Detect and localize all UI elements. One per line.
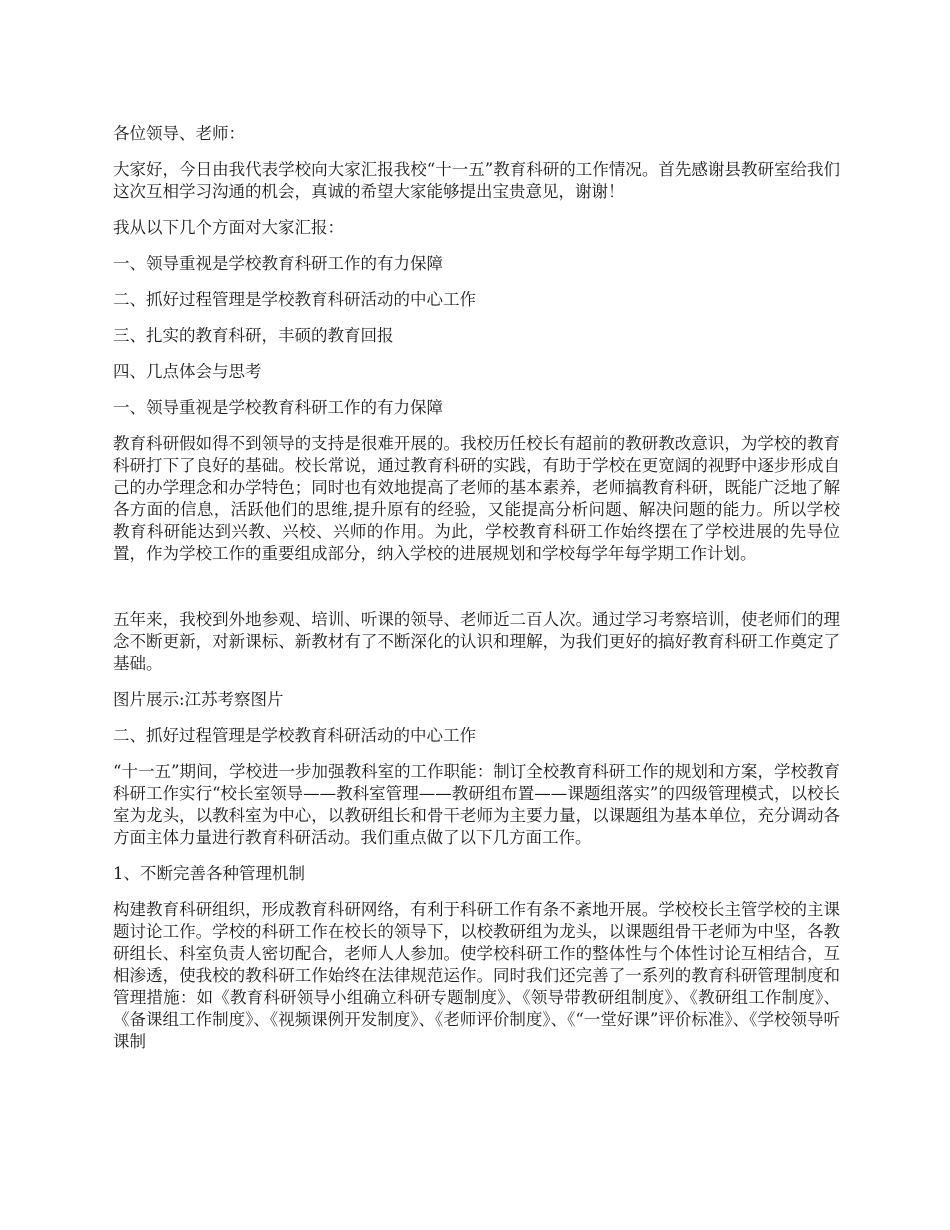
spacer [113,579,840,609]
section-2-body: “十一五”期间，学校进一步加强教科室的工作职能：制订全校教育科研工作的规划和方案，学校教育科研工作实行“校长室领导——教科室管理——教研组布置——课题组落实”的四级管理模式，以校长室为龙头，以教科室为中心，以教研组长和骨干老师为主要力量，以课题组为基本单位，充分调动各方面主体力量进行教育科研活动。我们重点做了以下几方面工作。 [113,762,840,847]
section-1-body: 教育科研假如得不到领导的支持是很难开展的。我校历任校长有超前的教研教改意识，为学校的教育科研打下了良好的基础。校长常说，通过教育科研的实践，有助于学校在更宽阔的视野中逐步形成自己的办学理念和办学特色；同时也有效地提高了老师的基本素养，老师搞教育科研，既能广泛地了解各方面的信息，活跃他们的思维,提升原有的经验，又能提高分析问题、解决问题的能力。所以学校教育科研能达到兴教、兴校、兴师的作用。为此，学校教育科研工作始终摆在了学校进展的先导位置，作为学校工作的重要组成部分，纳入学校的进展规划和学校每学年每学期工作计划。 [113,434,840,563]
outline-item-1: 一、领导重视是学校教育科研工作的有力保障 [113,254,443,273]
intro-paragraph: 大家好，今日由我代表学校向大家汇报我校“十一五”教育科研的工作情况。首先感谢县教研室给我们这次互相学习沟通的机会，真诚的希望大家能够提出宝贵意见，谢谢！ [113,160,840,201]
salutation: 各位领导、老师： [113,124,245,143]
training-paragraph: 五年来，我校到外地参观、培训、听课的领导、老师近二百人次。通过学习考察培训，使老师们的理念不断更新，对新课标、新教材有了不断深化的认识和理解，为我们更好的搞好教育科研工作奠定了基础。 [113,610,840,673]
subsection-1-body: 构建教育科研组织，形成教育科研网络，有利于科研工作有条不紊地开展。学校校长主管学校的主课题讨论工作。学校的科研工作在校长的领导下，以校教研组为龙头，以课题组骨干老师为中坚，各教研组长、科室负责人密切配合，老师人人参加。使学校科研工作的整体性与个体性讨论互相结合，互相渗透，使我校的教科研工作始终在法律规范运作。同时我们还完善了一系列的教育科研管理制度和管理措施：如《教育科研领导小组确立科研专题制度》、《领导带教研组制度》、《教研组工作制度》、《备课组工作制度》、《视频课例开发制度》、《老师评价制度》、《“一堂好课”评价标准》、《学校领导听课制 [113,900,840,1051]
subsection-heading-1: 1、不断完善各种管理机制 [113,864,305,883]
section-heading-1: 一、领导重视是学校教育科研工作的有力保障 [113,398,443,417]
outline-item-2: 二、抓好过程管理是学校教育科研活动的中心工作 [113,290,476,309]
image-caption: 图片展示:江苏考察图片 [113,690,284,709]
outline-item-3: 三、扎实的教育科研，丰硕的教育回报 [113,326,394,345]
outline-item-4: 四、几点体会与思考 [113,362,262,381]
section-heading-2: 二、抓好过程管理是学校教育科研活动的中心工作 [113,726,476,745]
outline-intro: 我从以下几个方面对大家汇报： [113,218,344,237]
